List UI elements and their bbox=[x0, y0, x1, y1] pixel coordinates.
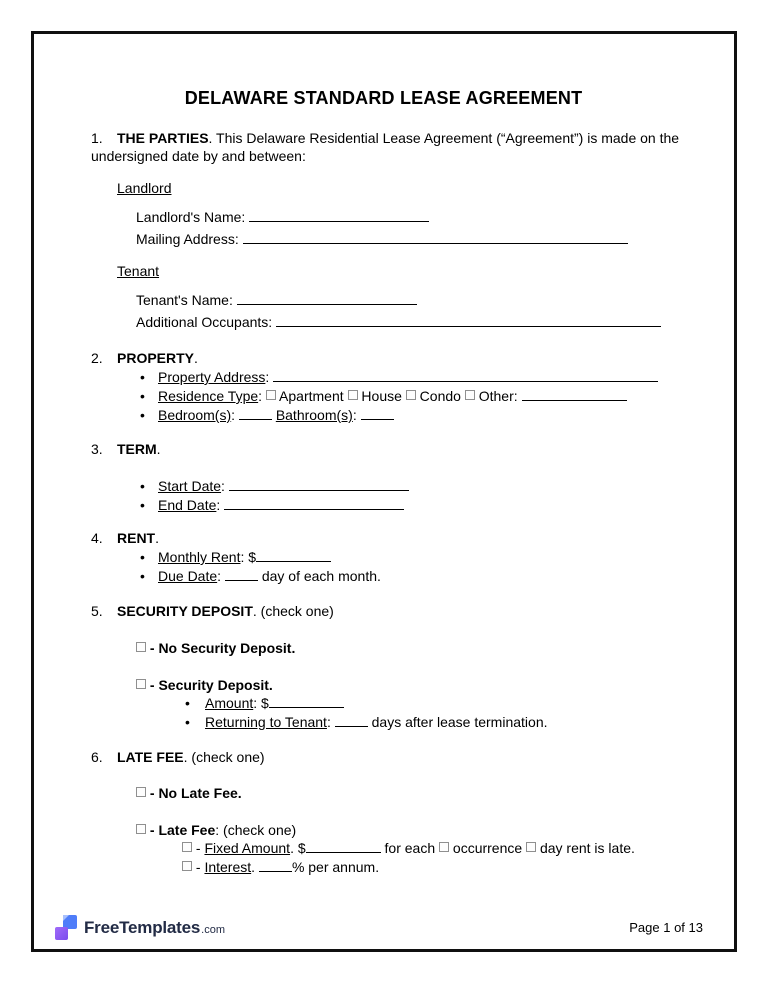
no-security-deposit-checkbox[interactable] bbox=[136, 642, 146, 652]
landlord-name-label: Landlord's Name: bbox=[136, 209, 246, 225]
end-date-label: End Date bbox=[158, 497, 217, 513]
fixed-amount-after: . $ bbox=[290, 840, 306, 856]
returning-rest: days after lease termination. bbox=[371, 714, 548, 730]
interest-rate-blank[interactable] bbox=[259, 859, 292, 872]
returning-colon: : bbox=[326, 714, 331, 730]
security-deposit-checkbox[interactable] bbox=[136, 679, 146, 689]
mailing-address-blank[interactable] bbox=[243, 231, 628, 244]
interest-option bbox=[91, 858, 704, 877]
start-date-item bbox=[91, 477, 704, 496]
term-bullets bbox=[91, 477, 704, 515]
tenant-heading: Tenant bbox=[117, 263, 160, 279]
late-fee-label: - Late Fee bbox=[149, 822, 216, 838]
residence-type-apartment-checkbox[interactable] bbox=[266, 390, 276, 400]
additional-occupants-label: Additional Occupants: bbox=[136, 314, 273, 330]
monthly-rent-label: Monthly Rent bbox=[158, 549, 241, 565]
section-4-heading: RENT bbox=[117, 530, 156, 546]
deposit-amount-colon: : $ bbox=[253, 695, 269, 711]
interest-checkbox[interactable] bbox=[182, 861, 192, 871]
returning-days-blank[interactable] bbox=[335, 714, 368, 727]
fixed-amount-label: Fixed Amount bbox=[204, 840, 291, 856]
landlord-name-blank[interactable] bbox=[249, 209, 429, 222]
bedrooms-blank[interactable] bbox=[239, 407, 272, 420]
freetemplates-logo-icon bbox=[55, 915, 78, 940]
bathrooms-blank[interactable] bbox=[361, 407, 394, 420]
section-2-period: . bbox=[194, 350, 198, 366]
fixed-amount-middle: for each bbox=[384, 840, 436, 856]
section-6-late-fee bbox=[91, 748, 704, 767]
section-4-period: . bbox=[155, 530, 160, 546]
residence-option-house: House bbox=[361, 388, 402, 404]
no-security-deposit-option bbox=[91, 639, 704, 657]
document-page bbox=[31, 31, 737, 952]
tenant-fields bbox=[91, 289, 704, 333]
additional-occupants-row bbox=[136, 311, 704, 333]
section-1-number: 1. bbox=[91, 130, 103, 146]
section-3-term bbox=[91, 440, 704, 459]
mailing-address-label: Mailing Address: bbox=[136, 231, 239, 247]
property-bullets bbox=[91, 368, 704, 425]
property-address-colon: : bbox=[265, 369, 270, 385]
landlord-name-row bbox=[136, 206, 704, 228]
interest-after: . bbox=[251, 859, 256, 875]
brand-name: FreeTemplates bbox=[84, 917, 201, 937]
section-3-heading: TERM bbox=[117, 441, 157, 457]
due-date-blank[interactable] bbox=[225, 568, 258, 581]
bedrooms-colon: : bbox=[231, 407, 236, 423]
fixed-amount-checkbox[interactable] bbox=[182, 842, 192, 852]
section-5-check-one: (check one) bbox=[260, 603, 334, 619]
section-1-parties bbox=[91, 129, 704, 165]
property-address-label: Property Address bbox=[158, 369, 266, 385]
due-date-colon: : bbox=[217, 568, 222, 584]
day-rent-late-label: day rent is late. bbox=[539, 840, 635, 856]
end-date-blank[interactable] bbox=[224, 497, 404, 510]
tenant-name-row bbox=[136, 289, 704, 311]
occurrence-label: occurrence bbox=[452, 840, 523, 856]
security-deposit-label: - Security Deposit. bbox=[149, 677, 273, 693]
section-6-period: . bbox=[183, 749, 188, 765]
due-date-item bbox=[91, 567, 704, 586]
section-5-number: 5. bbox=[91, 603, 103, 619]
bathrooms-label: Bathroom(s) bbox=[275, 407, 353, 423]
tenant-name-label: Tenant's Name: bbox=[136, 292, 233, 308]
residence-other-blank[interactable] bbox=[522, 388, 627, 401]
no-late-fee-label: - No Late Fee. bbox=[149, 785, 242, 801]
returning-label: Returning to Tenant bbox=[205, 714, 327, 730]
residence-type-label: Residence Type bbox=[158, 388, 259, 404]
residence-option-other-label: Other: bbox=[478, 388, 518, 404]
section-3-period: . bbox=[156, 441, 161, 457]
residence-type-colon: : bbox=[258, 388, 263, 404]
monthly-rent-blank[interactable] bbox=[256, 549, 331, 562]
section-5-period: . bbox=[252, 603, 257, 619]
property-address-item bbox=[91, 368, 704, 387]
residence-option-apartment: Apartment bbox=[279, 388, 344, 404]
section-2-property bbox=[91, 349, 704, 368]
landlord-heading: Landlord bbox=[117, 180, 172, 196]
due-date-rest: day of each month. bbox=[261, 568, 381, 584]
document-content bbox=[34, 87, 734, 877]
document-title: DELAWARE STANDARD LEASE AGREEMENT bbox=[184, 88, 583, 108]
no-late-fee-checkbox[interactable] bbox=[136, 787, 146, 797]
rent-bullets bbox=[91, 548, 704, 586]
bedrooms-label: Bedroom(s) bbox=[158, 407, 232, 423]
security-deposit-details bbox=[91, 694, 704, 732]
section-1-heading: THE PARTIES bbox=[117, 130, 209, 146]
start-date-blank[interactable] bbox=[229, 478, 409, 491]
section-6-number: 6. bbox=[91, 749, 103, 765]
bedrooms-bathrooms-item bbox=[91, 406, 704, 425]
start-date-label: Start Date bbox=[158, 478, 222, 494]
no-late-fee-option bbox=[91, 784, 704, 802]
footer bbox=[55, 915, 703, 940]
deposit-amount-label: Amount bbox=[205, 695, 254, 711]
end-date-colon: : bbox=[216, 497, 221, 513]
mailing-address-row bbox=[136, 228, 704, 250]
end-date-item bbox=[91, 496, 704, 515]
section-5-security-deposit bbox=[91, 602, 704, 621]
section-5-heading: SECURITY DEPOSIT bbox=[117, 603, 253, 619]
fixed-amount-option bbox=[91, 839, 704, 858]
section-4-number: 4. bbox=[91, 530, 103, 546]
additional-occupants-blank[interactable] bbox=[276, 314, 661, 327]
interest-unit: % per annum. bbox=[291, 859, 380, 875]
no-security-deposit-label: - No Security Deposit. bbox=[149, 640, 296, 656]
residence-option-condo: Condo bbox=[419, 388, 461, 404]
section-2-heading: PROPERTY bbox=[117, 350, 195, 366]
section-1-intro: . This Delaware Residential Lease Agreement (“Agreement”) is made on the undersigned date by and between: bbox=[91, 130, 680, 164]
tenant-name-blank[interactable] bbox=[237, 292, 417, 305]
residence-type-item bbox=[91, 387, 704, 406]
interest-dash: - bbox=[195, 859, 201, 875]
day-rent-late-checkbox[interactable] bbox=[526, 842, 536, 852]
start-date-colon: : bbox=[221, 478, 225, 494]
monthly-rent-item bbox=[91, 548, 704, 567]
section-6-check-one: (check one) bbox=[191, 749, 265, 765]
fixed-amount-blank[interactable] bbox=[306, 840, 381, 853]
monthly-rent-colon: : $ bbox=[240, 549, 257, 565]
returning-item bbox=[91, 713, 704, 732]
property-address-blank[interactable] bbox=[273, 369, 658, 382]
logo-front-page-shape bbox=[55, 927, 68, 940]
section-3-number: 3. bbox=[91, 441, 103, 457]
bathrooms-colon: : bbox=[352, 407, 357, 423]
interest-label: Interest bbox=[204, 859, 252, 875]
deposit-amount-item bbox=[91, 694, 704, 713]
section-2-number: 2. bbox=[91, 350, 103, 366]
fixed-amount-dash: - bbox=[195, 840, 201, 856]
brand-logo bbox=[55, 915, 225, 940]
security-deposit-option bbox=[91, 676, 704, 694]
deposit-amount-blank[interactable] bbox=[269, 695, 344, 708]
late-fee-checkbox[interactable] bbox=[136, 824, 146, 834]
residence-type-other-checkbox[interactable] bbox=[465, 390, 475, 400]
occurrence-checkbox[interactable] bbox=[439, 842, 449, 852]
residence-type-condo-checkbox[interactable] bbox=[406, 390, 416, 400]
section-6-heading: LATE FEE bbox=[117, 749, 184, 765]
late-fee-rest: : (check one) bbox=[215, 822, 297, 838]
late-fee-option bbox=[91, 821, 704, 839]
landlord-fields bbox=[91, 206, 704, 250]
brand-suffix: .com bbox=[201, 923, 225, 936]
section-4-rent bbox=[91, 529, 704, 548]
residence-type-house-checkbox[interactable] bbox=[348, 390, 358, 400]
due-date-label: Due Date bbox=[158, 568, 218, 584]
page-number: Page 1 of 13 bbox=[629, 920, 703, 935]
